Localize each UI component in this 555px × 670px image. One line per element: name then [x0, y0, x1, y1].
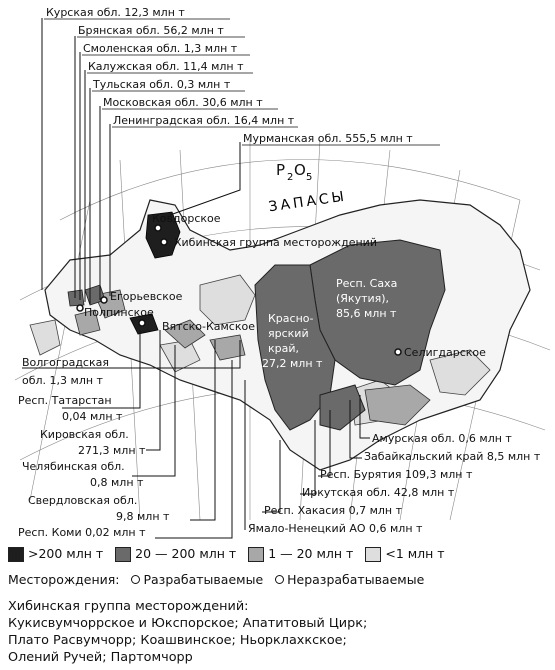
title-sub-2: 2 — [287, 172, 294, 183]
legend-item-1: >200 млн т — [8, 546, 103, 562]
deposit-seligdar: Селигдарское — [404, 346, 486, 359]
callout-zabaikalsky: Забайкальский край 8,5 млн т — [364, 450, 541, 463]
legend-item-2: 20 — 200 млн т — [115, 546, 236, 562]
deposit-egoryevsk: Егорьевское — [110, 290, 183, 303]
khibiny-note: Хибинская группа месторождений: Кукисвумчоррское и Юкспорское; Апатитовый Цирк; Плато Расвумчорр; Коашвинское; Ньорклахкское; Олений Ручей; Партомчорр — [8, 599, 368, 665]
deposit-kovdor: Ковдорское — [152, 212, 221, 225]
callout-irkutsk: Иркутская обл. 42,8 млн т — [302, 486, 455, 499]
callout-murmansk: Мурманская обл. 555,5 млн т — [243, 132, 413, 145]
title-o: O — [294, 161, 306, 179]
deposits-legend-developed: Разрабатываемые — [143, 572, 264, 587]
callout-sverdlovsk-2: 9,8 млн т — [116, 510, 170, 523]
callout-bryansk: Брянская обл. 56,2 млн т — [78, 24, 224, 37]
callout-kursk: Курская обл. 12,3 млн т — [46, 6, 185, 19]
callout-kirov-1: Кировская обл. — [40, 428, 129, 441]
undeveloped-marker-icon — [275, 575, 284, 584]
legend-swatch-2 — [115, 547, 131, 562]
callout-komi: Респ. Коми 0,02 млн т — [18, 526, 146, 539]
deposit-khibiny: Хибинская группа месторождений — [174, 236, 377, 249]
legend-swatch-4 — [365, 547, 381, 562]
deposit-marker-seligdar — [395, 349, 401, 355]
legend — [8, 545, 457, 563]
label-sakha-2: (Якутия), — [336, 292, 390, 305]
callout-sverdlovsk-1: Свердловская обл. — [28, 494, 138, 507]
label-krasnoyarsk-3: край, — [268, 342, 300, 355]
callout-volgograd-2: обл. 1,3 млн т — [22, 374, 103, 387]
callout-volgograd-1: Волгоградская — [22, 356, 109, 369]
callout-tatarstan-1: Респ. Татарстан — [18, 394, 112, 407]
callout-tula: Тульская обл. 0,3 млн т — [93, 78, 231, 91]
deposits-legend — [8, 572, 424, 587]
callout-yamal: Ямало-Ненецкий АО 0,6 млн т — [248, 522, 423, 535]
deposit-marker-egoryevsk — [101, 297, 107, 303]
deposit-polpino: Полпинское — [84, 306, 154, 319]
callout-moscow: Московская обл. 30,6 млн т — [103, 96, 263, 109]
label-krasnoyarsk-1: Красно- — [268, 312, 314, 325]
label-krasnoyarsk-2: ярский — [268, 327, 309, 340]
deposit-marker-kovdor — [155, 225, 161, 231]
region-light-1 — [30, 320, 60, 355]
title-sub-5: 5 — [306, 172, 313, 183]
callout-chelyabinsk-2: 0,8 млн т — [90, 476, 144, 489]
title-p: P — [276, 161, 286, 179]
callout-amur: Амурская обл. 0,6 млн т — [372, 432, 512, 445]
callout-buryatia: Респ. Бурятия 109,3 млн т — [320, 468, 473, 481]
callout-khakassia: Респ. Хакасия 0,7 млн т — [264, 504, 403, 517]
callout-tatarstan-2: 0,04 млн т — [62, 410, 123, 423]
deposit-vyatka: Вятско-Камское — [162, 320, 256, 333]
label-sakha-3: 85,6 млн т — [336, 307, 397, 320]
callout-leningrad: Ленинградская обл. 16,4 млн т — [113, 114, 295, 127]
developed-marker-icon — [131, 575, 140, 584]
callout-kirov-2: 271,3 млн т — [78, 444, 146, 457]
deposit-marker-vyatka — [139, 320, 145, 326]
legend-item-4: <1 млн т — [365, 546, 444, 562]
deposit-marker-khibiny — [161, 239, 167, 245]
deposit-marker-polpino — [77, 305, 83, 311]
legend-swatch-3 — [248, 547, 264, 562]
label-sakha-1: Респ. Саха — [336, 277, 398, 290]
p2o5-title — [268, 161, 348, 215]
deposits-legend-undeveloped: Неразрабатываемые — [287, 572, 425, 587]
region-bryansk — [68, 290, 84, 306]
deposits-legend-label: Месторождения: — [8, 572, 120, 587]
callout-smolensk: Смоленская обл. 1,3 млн т — [83, 42, 238, 55]
callouts-top — [44, 6, 440, 145]
callout-kaluga: Калужская обл. 11,4 млн т — [88, 60, 244, 73]
legend-swatch-1 — [8, 547, 24, 562]
legend-item-3: 1 — 20 млн т — [248, 546, 353, 562]
label-krasnoyarsk-4: 27,2 млн т — [262, 357, 323, 370]
callout-chelyabinsk-1: Челябинская обл. — [22, 460, 125, 473]
title-zapasy: ЗАПАСЫ — [267, 188, 348, 216]
